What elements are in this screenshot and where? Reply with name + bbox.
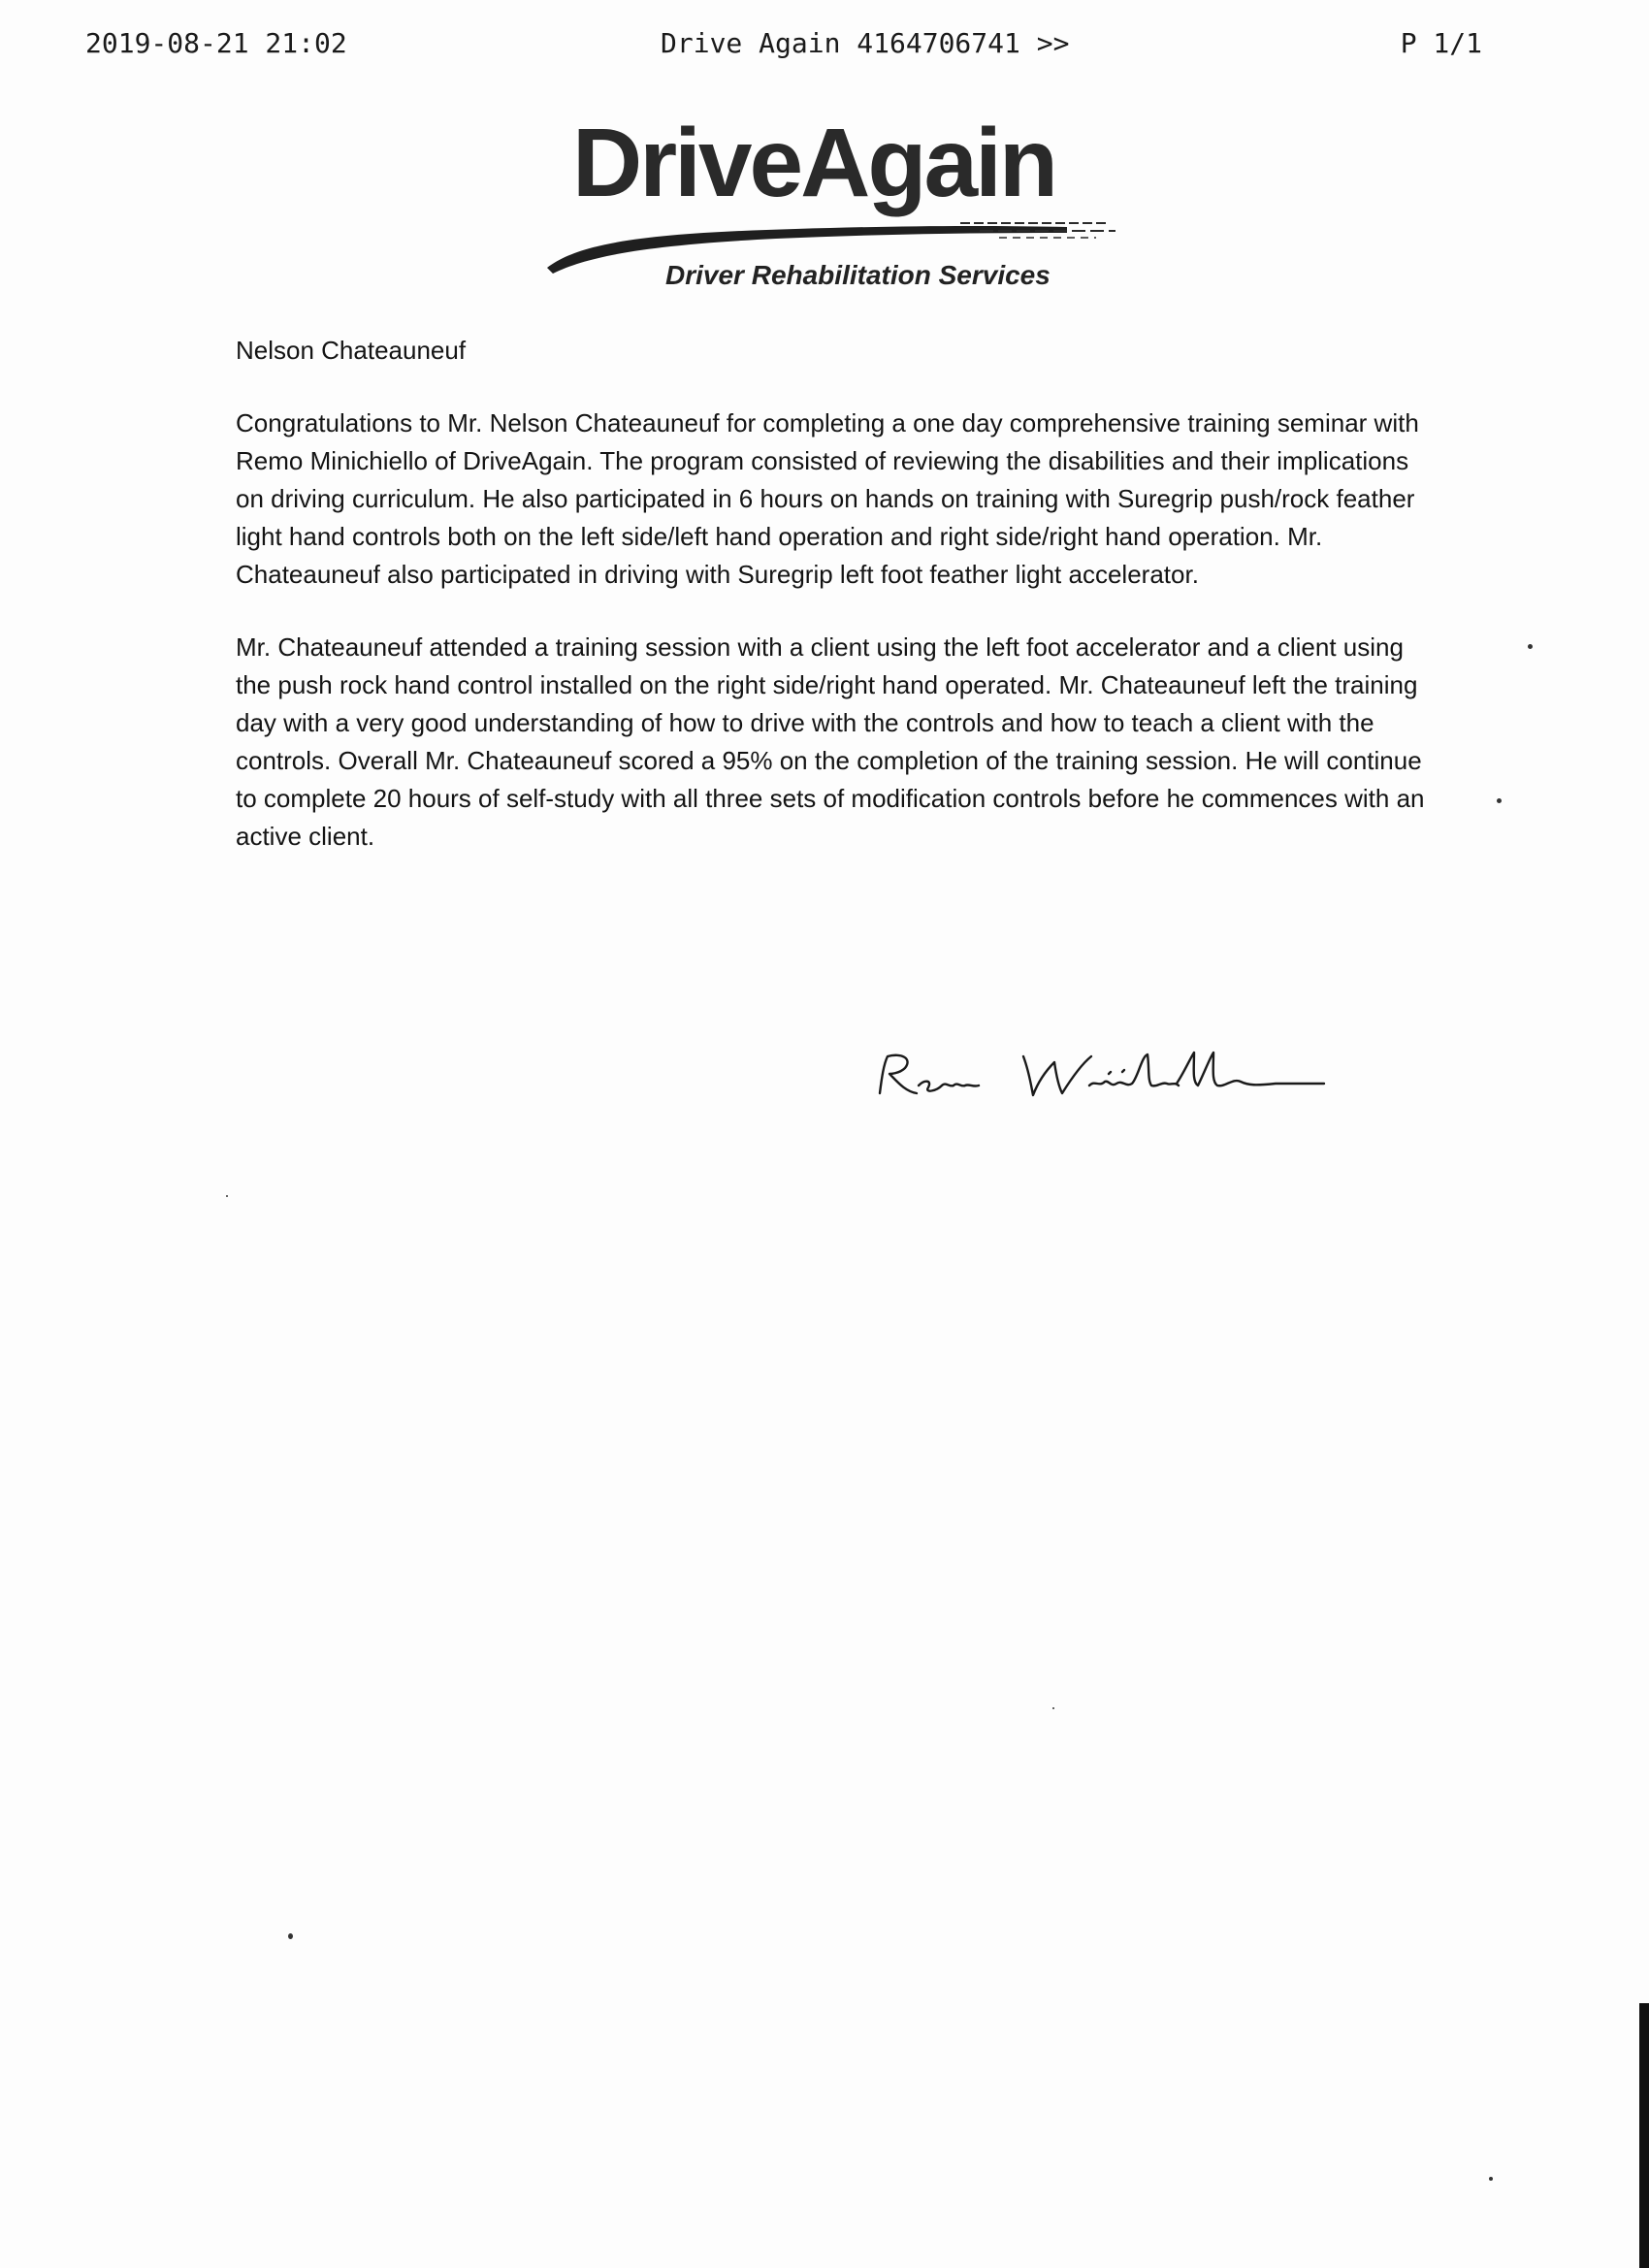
fax-datetime: 2019-08-21 21:02 <box>85 27 347 59</box>
fax-sender: Drive Again 4164706741 >> <box>661 27 1070 59</box>
scan-speck <box>226 1195 228 1197</box>
logo-tagline: Driver Rehabilitation Services <box>665 260 1051 290</box>
scan-speck <box>1052 1707 1054 1709</box>
scan-speck <box>1528 644 1533 649</box>
paragraph-training-summary: Congratulations to Mr. Nelson Chateauneuf for completing a one day comprehensive training seminar with Remo Minichiello of DriveAgain. The program consisted of reviewing the disabilities and their implications on driving curriculum. He also participated in 6 hours on hands on training with Suregrip push/rock feather light hand controls both on the left side/left hand operation and right side/right hand operation. Mr. Chateauneuf also participated in driving with Suregrip left foot feather light accelerator. <box>236 408 1419 589</box>
paragraph-session-results: Mr. Chateauneuf attended a training session with a client using the left foot accelerator and a client using the push rock hand control installed on the right side/right hand operated. Mr. Chateauneuf left the training day with a very good understanding of how to drive with the controls and how to teach a client with the controls. Overall Mr. Chateauneuf scored a 95% on the completion of the training session. He will continue to complete 20 hours of self-study with all three sets of modification controls before he commences with an active client. <box>236 632 1425 851</box>
driveagain-logo <box>543 109 1125 299</box>
recipient-name: Nelson Chateauneuf <box>236 336 467 365</box>
fax-page-number: P 1/1 <box>1400 27 1482 59</box>
scan-speck <box>1489 2177 1493 2181</box>
signature-image <box>868 1043 1334 1111</box>
scan-speck <box>288 1933 293 1939</box>
logo-wordmark: DriveAgain <box>572 109 1055 217</box>
fax-header <box>85 27 1482 66</box>
scan-edge-shadow <box>1639 2003 1649 2268</box>
letter-body <box>236 332 1439 891</box>
scan-speck <box>1497 798 1502 803</box>
